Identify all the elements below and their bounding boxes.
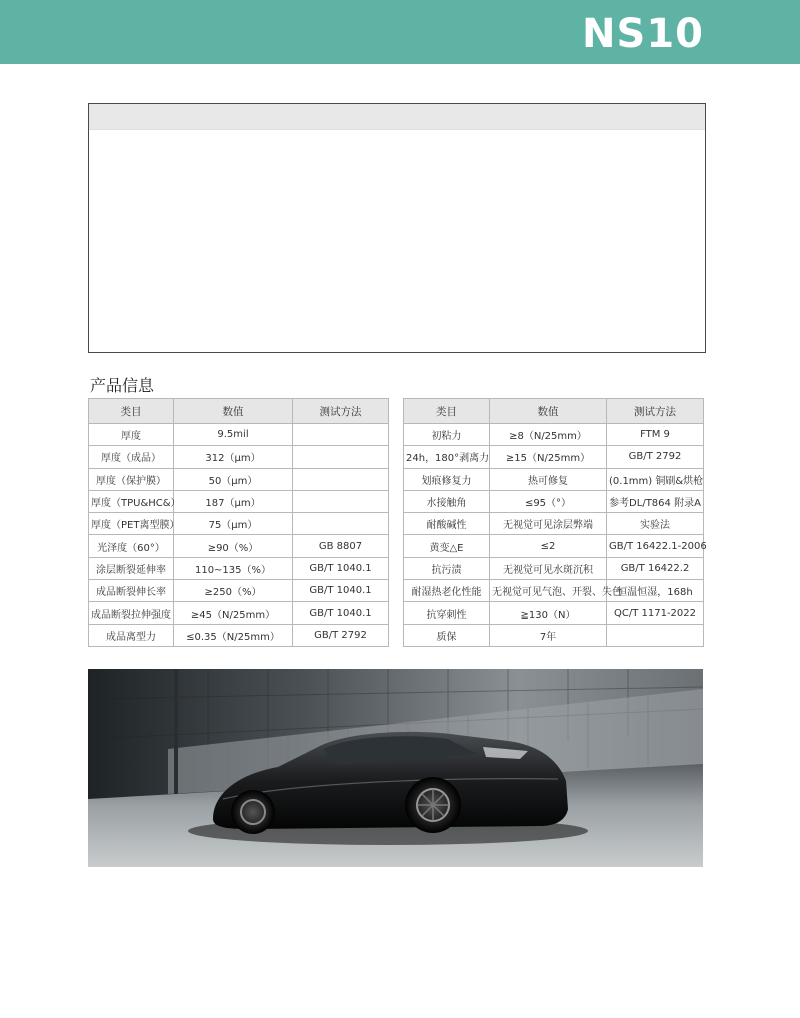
row-value: 50（μm）: [174, 468, 293, 490]
row-test-method: QC/T 1171-2022: [607, 602, 704, 624]
table-row: [404, 602, 704, 624]
row-category: 24h，180°剥离力: [404, 446, 490, 468]
table-row: [404, 557, 704, 579]
table-row: [89, 602, 389, 624]
row-test-method: [293, 513, 389, 535]
row-category: 厚度（保护膜）: [89, 468, 174, 490]
table-row: [404, 513, 704, 535]
table-header-row: [89, 399, 389, 424]
table-row: [89, 513, 389, 535]
row-category: 厚度: [89, 424, 174, 446]
row-test-method: [293, 446, 389, 468]
row-category: 耐酸碱性: [404, 513, 490, 535]
row-value: 无视觉可见涂层弊端: [490, 513, 607, 535]
table-row: [89, 424, 389, 446]
row-category: 质保: [404, 624, 490, 646]
row-category: 厚度（TPU&HC&）: [89, 490, 174, 512]
column-header: 测试方法: [293, 399, 389, 424]
row-test-method: [293, 468, 389, 490]
row-test-method: [293, 490, 389, 512]
row-value: 7年: [490, 624, 607, 646]
row-category: 水接触角: [404, 490, 490, 512]
row-category: 成品断裂拉伸强度: [89, 602, 174, 624]
column-header: 测试方法: [607, 399, 704, 424]
table-row: [89, 624, 389, 646]
table-row: [89, 490, 389, 512]
table-row: [89, 580, 389, 602]
row-value: 110~135（%）: [174, 557, 293, 579]
row-value: 187（μm）: [174, 490, 293, 512]
row-test-method: 恒温恒湿，168h: [607, 580, 704, 602]
row-test-method: GB/T 1040.1: [293, 580, 389, 602]
row-test-method: (0.1mm) 铜刷&烘枪: [607, 468, 704, 490]
table-row: [89, 446, 389, 468]
spec-table-left: [88, 398, 389, 647]
table-row: [404, 580, 704, 602]
row-value: ≤95（°）: [490, 490, 607, 512]
table-row: [404, 424, 704, 446]
row-category: 成品离型力: [89, 624, 174, 646]
row-test-method: GB/T 2792: [607, 446, 704, 468]
car-illustration: [88, 669, 703, 867]
row-value: ≥45（N/25mm）: [174, 602, 293, 624]
row-value: 无视觉可见水斑沉积: [490, 557, 607, 579]
row-category: 初粘力: [404, 424, 490, 446]
row-test-method: GB/T 1040.1: [293, 557, 389, 579]
car-photo: [88, 669, 703, 867]
row-category: 抗污渍: [404, 557, 490, 579]
row-value: 312（μm）: [174, 446, 293, 468]
description-box: [88, 103, 706, 353]
row-value: ≧130（N）: [490, 602, 607, 624]
table-row: [404, 468, 704, 490]
row-value: 75（μm）: [174, 513, 293, 535]
table-row: [89, 468, 389, 490]
column-header: 数值: [490, 399, 607, 424]
row-category: 厚度（PET离型膜）: [89, 513, 174, 535]
row-test-method: [607, 624, 704, 646]
model-name: NS10: [582, 11, 704, 57]
table-row: [404, 490, 704, 512]
section-title: 产品信息: [90, 376, 155, 395]
row-value: 9.5mil: [174, 424, 293, 446]
row-value: ≥8（N/25mm）: [490, 424, 607, 446]
row-test-method: [293, 424, 389, 446]
row-test-method: 实验法: [607, 513, 704, 535]
table-row: [404, 624, 704, 646]
row-value: ≤2: [490, 535, 607, 557]
table-row: [89, 535, 389, 557]
row-category: 光泽度（60°）: [89, 535, 174, 557]
row-test-method: GB/T 1040.1: [293, 602, 389, 624]
row-test-method: GB 8807: [293, 535, 389, 557]
row-test-method: 参考DL/T864 附录A: [607, 490, 704, 512]
row-value: ≥15（N/25mm）: [490, 446, 607, 468]
table-row: [404, 535, 704, 557]
row-category: 耐湿热老化性能: [404, 580, 490, 602]
column-header: 数值: [174, 399, 293, 424]
spec-table-right: [403, 398, 707, 647]
row-test-method: GB/T 2792: [293, 624, 389, 646]
row-value: 无视觉可见气泡、开裂、失色: [490, 580, 607, 602]
row-value: ≥250（%）: [174, 580, 293, 602]
row-category: 划痕修复力: [404, 468, 490, 490]
row-category: 成品断裂伸长率: [89, 580, 174, 602]
description-box-header: [89, 104, 705, 130]
table-header-row: [404, 399, 704, 424]
column-header: 类目: [89, 399, 174, 424]
row-category: 抗穿刺性: [404, 602, 490, 624]
row-test-method: FTM 9: [607, 424, 704, 446]
row-test-method: GB/T 16422.2: [607, 557, 704, 579]
table-row: [89, 557, 389, 579]
row-value: ≥90（%）: [174, 535, 293, 557]
row-category: 厚度（成品）: [89, 446, 174, 468]
column-header: 类目: [404, 399, 490, 424]
table-row: [404, 446, 704, 468]
row-value: ≤0.35（N/25mm）: [174, 624, 293, 646]
row-category: 涂层断裂延伸率: [89, 557, 174, 579]
row-value: 热可修复: [490, 468, 607, 490]
row-category: 黄变△E: [404, 535, 490, 557]
row-test-method: GB/T 16422.1-2006: [607, 535, 704, 557]
